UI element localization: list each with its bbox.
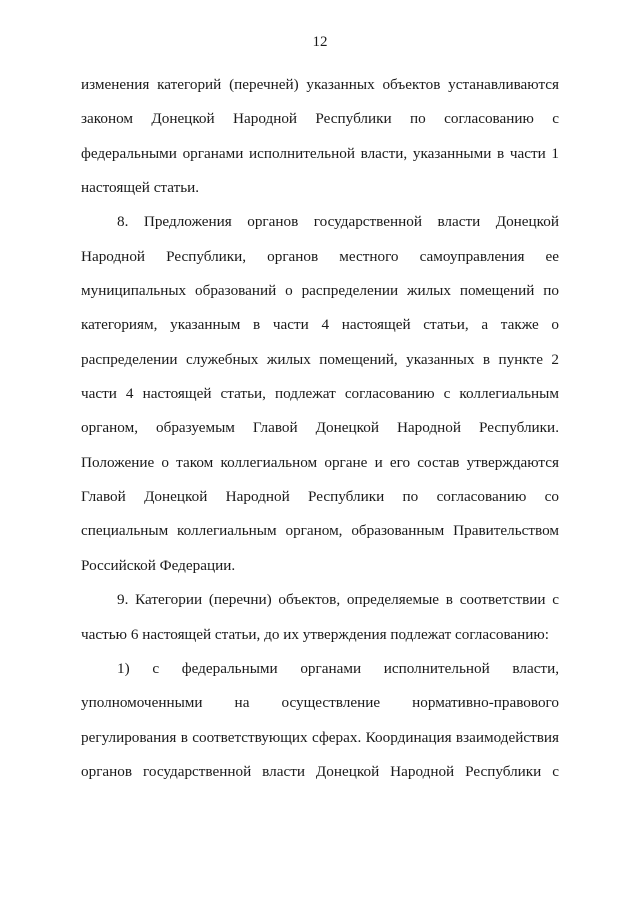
text-line: Положение о таком коллегиальном органе и его состав утверждаются [81, 453, 559, 471]
text-line: специальным коллегиальным органом, образованным Правительством [81, 522, 559, 540]
text-line: категориям, указанным в части 4 настоящей статьи, а также о [81, 316, 559, 334]
body-text [81, 68, 559, 789]
text-line: Главой Донецкой Народной Республики по согласованию со [81, 488, 559, 506]
item-1-first-line: 1) с федеральными органами исполнительной власти, [117, 659, 559, 677]
text-line: регулирования в соответствующих сферах. Координация взаимодействия [81, 728, 559, 746]
text-line: частью 6 настоящей статьи, до их утверждения подлежат согласованию: [81, 625, 549, 643]
text-line: Российской Федерации. [81, 556, 236, 574]
text-line: федеральными органами исполнительной власти, указанными в части 1 [81, 144, 559, 162]
text-line: Народной Республики, органов местного самоуправления ее [81, 247, 559, 265]
text-line: законом Донецкой Народной Республики по согласованию с [81, 110, 559, 128]
text-line: уполномоченными на осуществление нормативно-правового [81, 694, 559, 712]
text-line: органом, образуемым Главой Донецкой Народной Республики. [81, 419, 559, 437]
page-number: 12 [312, 34, 328, 50]
text-line: настоящей статьи. [81, 179, 200, 197]
text-line: муниципальных образований о распределении жилых помещений по [81, 282, 559, 300]
text-line: части 4 настоящей статьи, подлежат согласованию с коллегиальным [81, 385, 559, 403]
text-line: изменения категорий (перечней) указанных объектов устанавливаются [81, 76, 559, 93]
paragraph-9-first-line: 9. Категории (перечни) объектов, определяемые в соответствии с [117, 591, 559, 609]
text-line: органов государственной власти Донецкой Народной Республики с [81, 762, 559, 780]
paragraph-8-first-line: 8. Предложения органов государственной власти Донецкой [117, 213, 559, 231]
text-line: распределении служебных жилых помещений, указанных в пункте 2 [81, 350, 559, 368]
